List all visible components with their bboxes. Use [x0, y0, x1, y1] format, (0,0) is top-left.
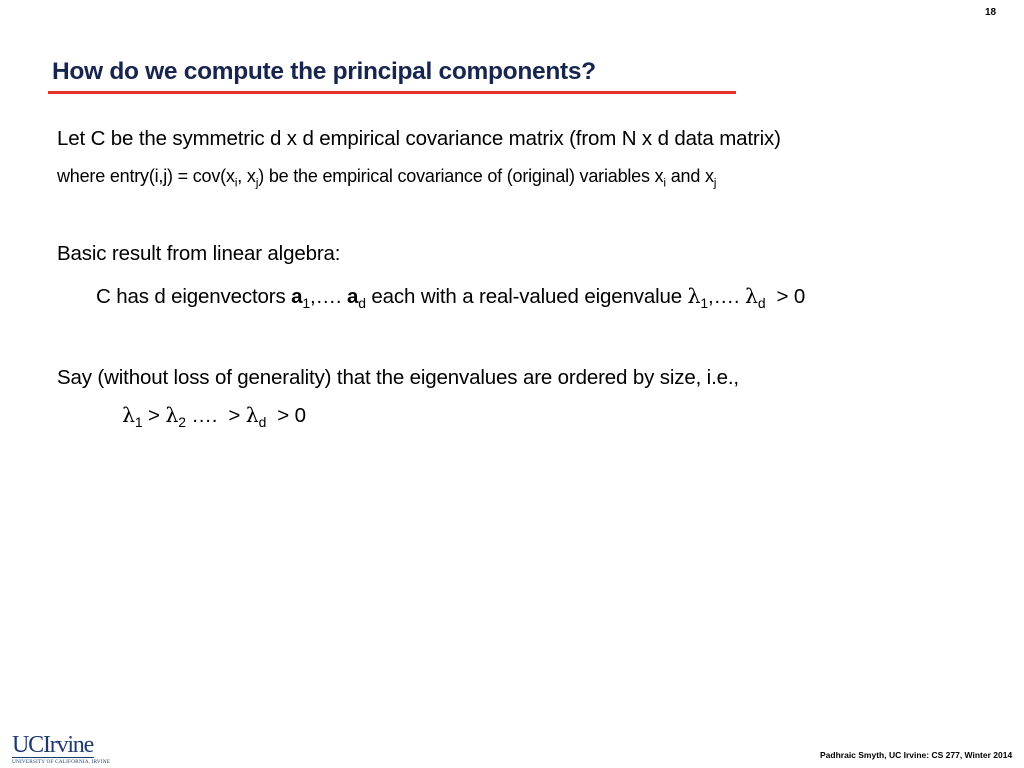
subscript: 2 — [178, 413, 186, 430]
lambda-symbol: λ — [745, 284, 758, 308]
text-segment: and x — [665, 166, 714, 186]
subscript: d — [258, 413, 267, 430]
subscript: d — [757, 294, 766, 311]
covariance-definition-line: Let C be the symmetric d x d empirical covariance matrix (from N x d data matrix) — [57, 127, 781, 150]
footer-credit: Padhraic Smyth, UC Irvine: CS 277, Winter 2014 — [820, 750, 1013, 760]
lambda-symbol: λ — [687, 284, 701, 308]
text-segment: > — [142, 404, 166, 427]
ordering-line: Say (without loss of generality) that the eigenvalues are ordered by size, i.e., — [57, 366, 739, 389]
vector-a: a — [347, 285, 359, 308]
text-segment: C has d eigenvectors — [96, 285, 292, 308]
text-segment: ,…. — [310, 285, 347, 308]
logo-subtitle: UNIVERSITY OF CALIFORNIA, IRVINE — [12, 759, 111, 765]
text-segment: > 0 — [266, 404, 306, 427]
text-segment: > 0 — [765, 285, 806, 308]
subscript: 1 — [302, 294, 310, 311]
subscript: i — [663, 175, 666, 190]
subscript: d — [358, 294, 366, 311]
lambda-symbol: λ — [122, 403, 135, 427]
text-segment: …. > — [185, 404, 246, 427]
page-number: 18 — [985, 7, 997, 18]
logo-wordmark: UCIrvine — [12, 732, 94, 758]
text-segment: each with a real-valued eigenvalue — [365, 285, 688, 308]
subscript: j — [713, 175, 717, 190]
uc-irvine-logo — [12, 732, 111, 765]
text-segment: , x — [237, 166, 256, 186]
slide-title: How do we compute the principal components? — [52, 58, 596, 85]
subscript: 1 — [134, 413, 143, 430]
subscript: i — [234, 175, 238, 190]
eigenvalue-order-line — [122, 403, 306, 428]
subscript: 1 — [700, 294, 708, 311]
vector-a: a — [291, 285, 303, 308]
lambda-symbol: λ — [165, 403, 179, 427]
eigenvectors-line — [96, 284, 805, 309]
linear-algebra-heading: Basic result from linear algebra: — [57, 242, 341, 265]
text-segment: ,…. — [708, 285, 745, 308]
subscript: j — [255, 175, 259, 190]
covariance-entry-line — [57, 166, 717, 190]
lambda-symbol: λ — [245, 403, 259, 427]
title-underline — [48, 91, 736, 94]
text-segment: where entry(i,j) = cov(x — [57, 166, 235, 186]
text-segment: ) be the empirical covariance of (original) variables x — [258, 166, 664, 186]
